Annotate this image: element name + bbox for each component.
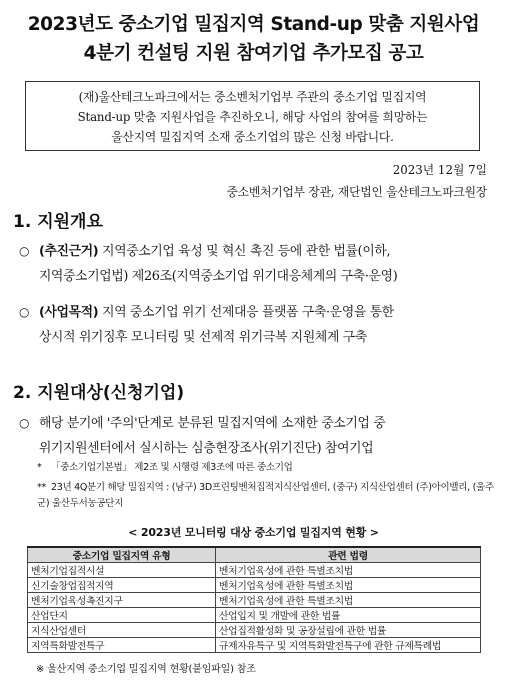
notice-line-3: 울산지역 밀집지역 소재 중소기업의 많은 신청 바랍니다. — [111, 130, 394, 144]
notice-line-1: (재)울산테크노파크에서는 중소벤처기업부 주관의 중소기업 밀집지역 — [78, 90, 427, 104]
zone-type-cell: 산업단지 — [28, 608, 216, 623]
zone-type-cell: 지식산업센터 — [28, 623, 216, 638]
section-heading-overview: 1. 지원개요 — [13, 212, 103, 232]
section-heading-target: 2. 지원대상(신청기업) — [13, 383, 185, 403]
circle-bullet-icon: ○ — [19, 416, 30, 430]
table-row — [28, 623, 481, 638]
double-asterisk-mark: ** — [37, 482, 46, 493]
cluster-zone-table — [27, 546, 481, 653]
item-text: 지역중소기업 육성 및 혁신 촉진 등에 관한 법률(이하, — [98, 244, 391, 259]
zone-type-cell: 벤처기업집적시설 — [28, 563, 216, 578]
table-caption: < 2023년 모니터링 대상 중소기업 밀집지역 현황 > — [128, 526, 379, 539]
item-text-continued: 지역중소기업법) 제26조(지역중소기업 위기대응체계의 구축·운영) — [39, 269, 398, 284]
table-row — [28, 578, 481, 593]
item-text-continued: 위기지원센터에서 실시하는 심층현장조사(위기진단) 참여기업 — [39, 441, 374, 456]
overview-item-basis — [19, 239, 497, 289]
title-line-2: 4분기 컨설팅 지원 참여기업 추가모집 공고 — [83, 43, 424, 64]
overview-item-purpose — [19, 300, 497, 350]
related-law-cell: 벤처기업육성에 관한 특별조치법 — [216, 578, 481, 593]
issuer: 중소벤처기업부 장관, 재단법인 울산테크노파크원장 — [226, 185, 487, 199]
item-label: (사업목적) — [39, 305, 99, 320]
footnote-sme-definition — [37, 460, 293, 476]
item-text: 해당 분기에 '주의'단계로 분류된 밀집지역에 소재한 중소기업 중 — [39, 416, 386, 431]
notice-box — [25, 81, 480, 151]
table-row — [28, 638, 481, 653]
zone-type-cell: 벤처기업육성촉진지구 — [28, 593, 216, 608]
table-row — [28, 593, 481, 608]
attachment-reference-note: ※ 울산지역 중소기업 밀집지역 현황(붙임파일) 참조 — [36, 664, 256, 675]
notice-line-2: Stand-up 맞춤 지원사업을 추진하오니, 해당 사업의 참여를 희망하는 — [77, 110, 428, 124]
table-row — [28, 608, 481, 623]
column-header-zone-type: 중소기업 밀집지역 유형 — [28, 547, 216, 563]
circle-bullet-icon: ○ — [19, 305, 30, 319]
column-header-related-law: 관련 법령 — [216, 547, 481, 563]
related-law-cell: 벤처기업육성에 관한 특별조치법 — [216, 563, 481, 578]
zone-type-cell: 지역특화발전특구 — [28, 638, 216, 653]
circle-bullet-icon: ○ — [19, 244, 30, 258]
related-law-cell: 산업입지 및 개발에 관한 법률 — [216, 608, 481, 623]
title-line-1: 2023년도 중소기업 밀집지역 Stand-up 맞춤 지원사업 — [27, 14, 480, 35]
related-law-cell: 규제자유특구 및 지역특화발전특구에 관한 규제특례법 — [216, 638, 481, 653]
note-text: 「중소기업기본법」 제2조 및 시행령 제3조에 따른 중소기업 — [51, 462, 293, 473]
table-header-row — [28, 547, 481, 563]
related-law-cell: 벤처기업육성에 관한 특별조치법 — [216, 593, 481, 608]
announcement-date: 2023년 12월 7일 — [392, 163, 487, 177]
item-text-continued: 상시적 위기징후 모니터링 및 선제적 위기극복 지원체계 구축 — [39, 330, 367, 345]
footnote-target-zones — [37, 480, 502, 512]
item-label: (추진근거) — [39, 244, 99, 259]
note-text: 23년 4Q분기 해당 밀집지역 : (남구) 3D프린팅벤처집적지식산업센터, (중구) 지식산업센터 (주)아이밸리, (울주군) 울산두서농공단지 — [37, 482, 494, 509]
target-item — [19, 411, 497, 461]
related-law-cell: 산업집적활성화 및 공장설립에 관한 법률 — [216, 623, 481, 638]
asterisk-mark: * — [37, 462, 42, 473]
table-row — [28, 563, 481, 578]
item-text: 지역 중소기업 위기 선제대응 플랫폼 구축·운영을 통한 — [98, 305, 394, 320]
zone-type-cell: 신기술창업집적지역 — [28, 578, 216, 593]
